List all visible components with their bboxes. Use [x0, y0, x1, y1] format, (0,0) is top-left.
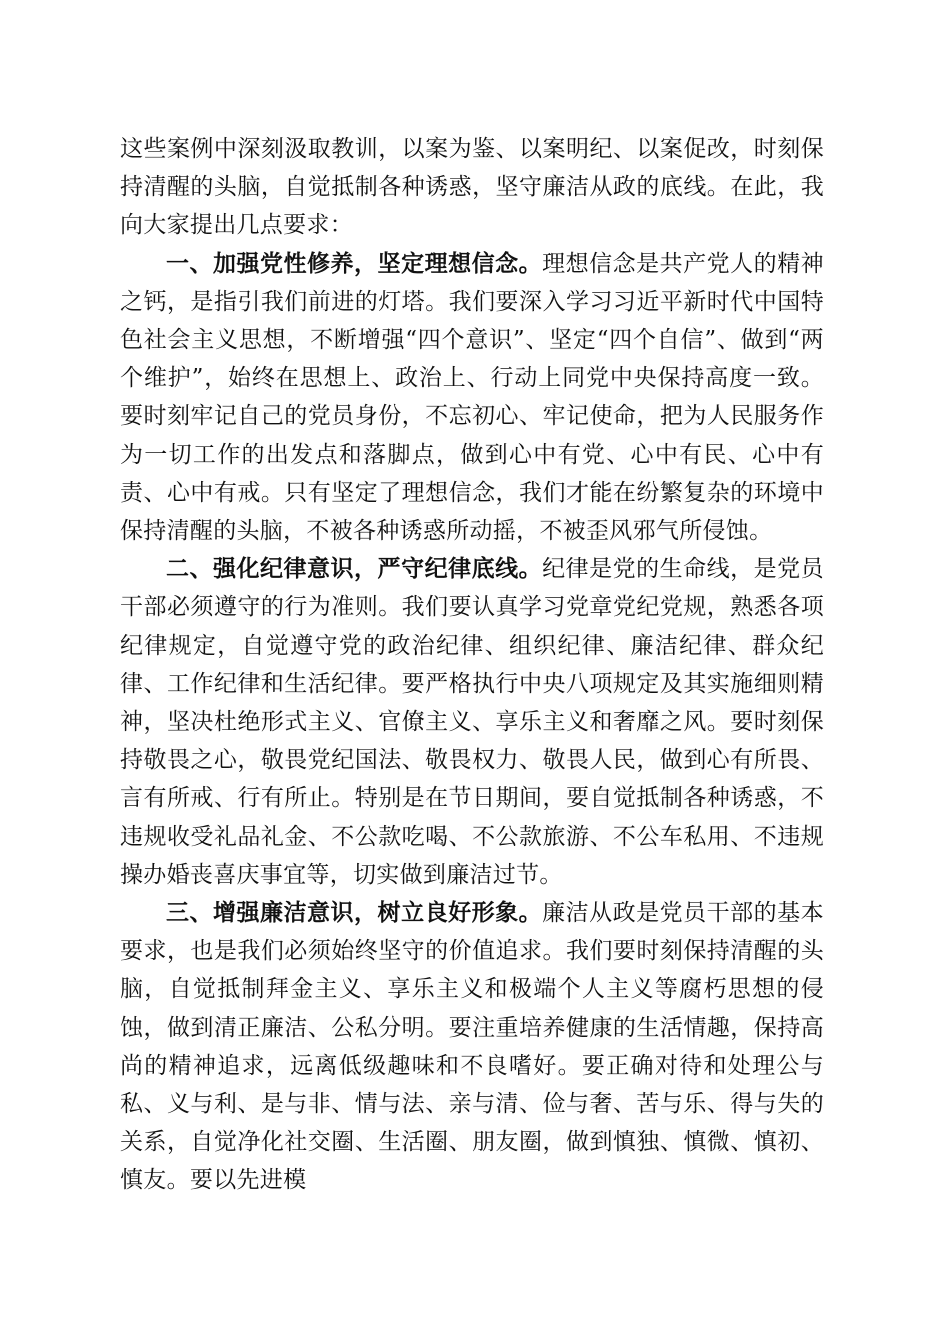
intro-paragraph: 这些案例中深刻汲取教训，以案为鉴、以案明纪、以案促改，时刻保持清醒的头脑，自觉抵制各种诱惑，坚守廉洁从政的底线。在此，我向大家提出几点要求： [120, 136, 824, 239]
section-3-heading: 三、增强廉洁意识，树立良好形象。 [166, 900, 543, 927]
section-1-paragraph [120, 245, 824, 551]
section-1-body: 理想信念是共产党人的精神之钙，是指引我们前进的灯塔。我们要深入学习习近平新时代中国特色社会主义思想，不断增强“四个意识”、坚定“四个自信”、做到“两个维护”，始终在思想上、政治上、行动上同党中央保持高度一致。要时刻牢记自己的党员身份，不忘初心、牢记使命，把为人民服务作为一切工作的出发点和落脚点，做到心中有党、心中有民、心中有责、心中有戒。只有坚定了理想信念，我们才能在纷繁复杂的环境中保持清醒的头脑，不被各种诱惑所动摇，不被歪风邪气所侵蚀。 [120, 250, 824, 545]
section-2-body: 纪律是党的生命线，是党员干部必须遵守的行为准则。我们要认真学习党章党纪党规，熟悉各项纪律规定，自觉遵守党的政治纪律、组织纪律、廉洁纪律、群众纪律、工作纪律和生活纪律。要严格执行中央八项规定及其实施细则精神，坚决杜绝形式主义、官僚主义、享乐主义和奢靡之风。要时刻保持敬畏之心，敬畏党纪国法、敬畏权力、敬畏人民，做到心有所畏、言有所戒、行有所止。特别是在节日期间，要自觉抵制各种诱惑，不违规收受礼品礼金、不公款吃喝、不公款旅游、不公车私用、不违规操办婚丧喜庆事宜等，切实做到廉洁过节。 [120, 556, 824, 888]
section-2-paragraph [120, 550, 824, 894]
section-3-body: 廉洁从政是党员干部的基本要求，也是我们必须始终坚守的价值追求。我们要时刻保持清醒的头脑，自觉抵制拜金主义、享乐主义和极端个人主义等腐朽思想的侵蚀，做到清正廉洁、公私分明。要注重培养健康的生活情趣，保持高尚的精神追求，远离低级趣味和不良嗜好。要正确对待和处理公与私、义与利、是与非、情与法、亲与清、俭与奢、苦与乐、得与失的关系，自觉净化社交圈、生活圈、朋友圈，做到慎独、慎微、慎初、慎友。要以先进模 [120, 900, 824, 1194]
document-body [120, 130, 824, 1200]
section-3-paragraph [120, 894, 824, 1200]
section-1-heading: 一、加强党性修养，坚定理想信念。 [166, 250, 543, 277]
section-2-heading: 二、强化纪律意识，严守纪律底线。 [166, 556, 543, 583]
